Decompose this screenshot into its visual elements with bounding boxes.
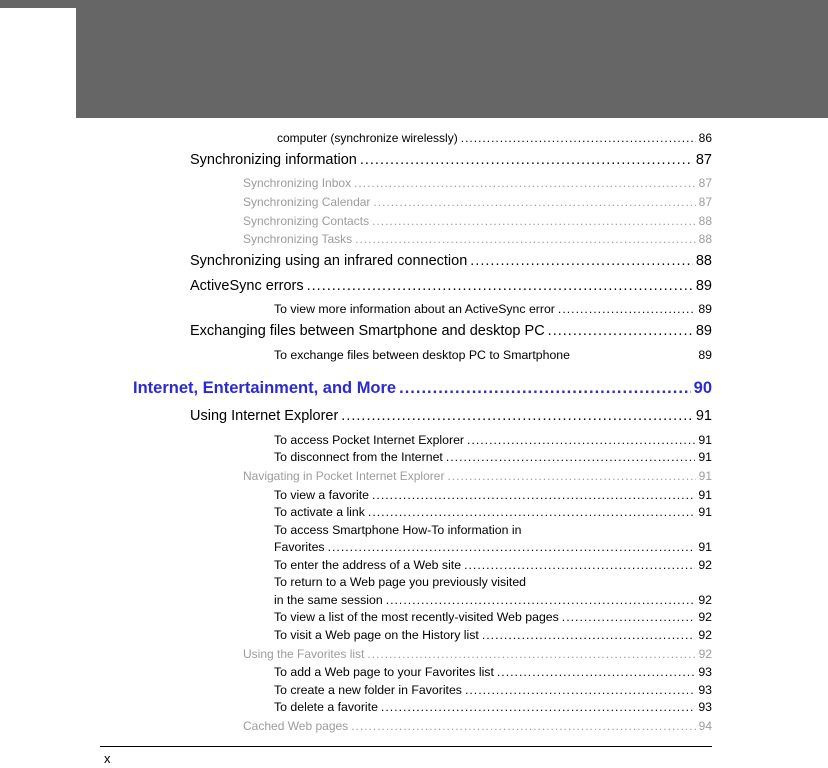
toc-entry-page: 94 bbox=[698, 719, 712, 734]
toc-entry-page: 92 bbox=[698, 592, 712, 607]
toc-entry-label: To add a Web page to your Favorites list bbox=[274, 665, 494, 680]
toc-entry bbox=[0, 323, 712, 341]
toc-entry bbox=[0, 719, 712, 734]
toc-entry-label: Navigating in Pocket Internet Explorer bbox=[243, 469, 445, 484]
toc-entry bbox=[0, 593, 712, 608]
toc-entry-label: Using the Favorites list bbox=[243, 646, 365, 661]
toc-entry bbox=[0, 232, 712, 247]
dot-leader bbox=[482, 628, 695, 643]
toc-list bbox=[0, 130, 712, 738]
toc-entry-label: To visit a Web page on the History list bbox=[274, 627, 479, 642]
toc-entry-label: To exchange files between desktop PC to Smartphone bbox=[274, 347, 570, 362]
dot-leader bbox=[548, 323, 693, 341]
dot-leader bbox=[372, 488, 695, 503]
toc-entry-label: Cached Web pages bbox=[243, 719, 349, 734]
toc-entry-label: To return to a Web page you previously visited bbox=[274, 575, 526, 590]
toc-entry bbox=[0, 700, 712, 715]
toc-entry bbox=[0, 469, 712, 484]
toc-entry-page: 92 bbox=[698, 646, 712, 661]
toc-entry bbox=[0, 683, 712, 698]
dot-leader bbox=[446, 450, 695, 465]
toc-entry-label: To activate a link bbox=[274, 505, 365, 520]
toc-entry bbox=[0, 348, 712, 363]
toc-entry-label: Favorites bbox=[274, 540, 325, 555]
toc-entry bbox=[0, 131, 712, 146]
dot-leader bbox=[372, 214, 696, 229]
toc-entry-page: 91 bbox=[698, 505, 712, 520]
toc-entry-page: 87 bbox=[698, 176, 712, 191]
toc-entry-label: Synchronizing Contacts bbox=[243, 213, 370, 228]
toc-entry-label: To access Pocket Internet Explorer bbox=[274, 432, 465, 447]
dot-leader bbox=[351, 719, 695, 734]
toc-entry bbox=[0, 433, 712, 448]
toc-entry-page: 91 bbox=[698, 487, 712, 502]
dot-leader bbox=[464, 558, 695, 573]
toc-entry-page: 91 bbox=[698, 540, 712, 555]
toc-entry-page: 91 bbox=[698, 469, 712, 484]
footer-page-number: x bbox=[104, 751, 111, 766]
dot-leader bbox=[368, 505, 695, 520]
toc-entry bbox=[0, 575, 712, 590]
toc-entry bbox=[0, 628, 712, 643]
toc-entry-label: Using Internet Explorer bbox=[190, 408, 339, 424]
toc-entry-label: Synchronizing Calendar bbox=[243, 194, 371, 209]
toc-entry-label: Internet, Entertainment, and More bbox=[133, 378, 397, 397]
dot-leader bbox=[307, 278, 693, 296]
toc-entry-label: Synchronizing Tasks bbox=[243, 232, 353, 247]
dot-leader bbox=[497, 665, 695, 680]
toc-entry-label: To view more information about an ActiveSync error bbox=[274, 302, 555, 317]
toc-entry bbox=[0, 302, 712, 317]
toc-entry-page: 86 bbox=[698, 131, 712, 145]
toc-entry-label: To view a list of the most recently-visited Web pages bbox=[274, 610, 559, 625]
dot-leader bbox=[367, 647, 695, 662]
toc-entry-page: 92 bbox=[698, 610, 712, 625]
dot-leader bbox=[354, 176, 696, 191]
dot-leader bbox=[470, 253, 693, 271]
dot-leader bbox=[355, 232, 695, 247]
dot-leader bbox=[373, 195, 695, 210]
dot-leader bbox=[399, 378, 691, 398]
toc-entry bbox=[0, 647, 712, 662]
toc-entry-page: 88 bbox=[695, 252, 712, 269]
toc-entry bbox=[0, 523, 712, 538]
dot-leader bbox=[360, 152, 693, 170]
dot-leader bbox=[562, 610, 696, 625]
toc-entry-page: 88 bbox=[698, 232, 712, 247]
toc-entry bbox=[0, 610, 712, 625]
toc-entry-page: 87 bbox=[695, 151, 712, 168]
toc-entry bbox=[0, 278, 712, 296]
toc-entry-page: 88 bbox=[698, 213, 712, 228]
toc-entry-label: To view a favorite bbox=[274, 487, 370, 502]
toc-entry-page: 90 bbox=[693, 378, 712, 397]
toc-entry-label: To disconnect from the Internet bbox=[274, 450, 443, 465]
toc-entry-page: 91 bbox=[695, 408, 712, 424]
dot-leader bbox=[467, 433, 695, 448]
toc-entry bbox=[0, 665, 712, 680]
toc-entry-label: To access Smartphone How-To information in bbox=[274, 522, 522, 537]
dot-leader bbox=[328, 540, 696, 555]
toc-entry-page: 89 bbox=[695, 323, 712, 340]
dot-leader bbox=[558, 302, 695, 317]
toc-entry-page: 92 bbox=[698, 627, 712, 642]
toc-entry-label: To delete a favorite bbox=[274, 700, 378, 715]
dot-leader bbox=[386, 593, 696, 608]
toc-entry bbox=[0, 408, 712, 426]
footer-rule bbox=[100, 746, 712, 747]
dot-leader bbox=[381, 700, 695, 715]
toc-entry-label: Synchronizing using an infrared connection bbox=[190, 252, 468, 269]
toc-entry-label: Synchronizing Inbox bbox=[243, 176, 352, 191]
toc-entry-page: 92 bbox=[698, 557, 712, 572]
toc-entry bbox=[0, 488, 712, 503]
toc-entry-page: 93 bbox=[698, 665, 712, 680]
toc-entry bbox=[0, 378, 712, 398]
toc-entry bbox=[0, 450, 712, 465]
toc-entry bbox=[0, 214, 712, 229]
header-band bbox=[0, 0, 828, 118]
toc-entry bbox=[0, 195, 712, 210]
toc-entry-page: 91 bbox=[698, 450, 712, 465]
header-notch bbox=[0, 8, 76, 118]
toc-entry-label: computer (synchronize wirelessly) bbox=[277, 131, 458, 145]
toc-entry bbox=[0, 253, 712, 271]
dot-leader bbox=[447, 469, 695, 484]
toc-entry bbox=[0, 540, 712, 555]
toc-entry-label: Synchronizing information bbox=[190, 151, 357, 168]
dot-leader bbox=[465, 683, 695, 698]
toc-entry-label: ActiveSync errors bbox=[190, 277, 304, 294]
toc-entry-page: 93 bbox=[698, 682, 712, 697]
toc-entry-page: 89 bbox=[695, 277, 712, 294]
toc-entry-page: 89 bbox=[698, 347, 712, 362]
dot-leader bbox=[461, 131, 696, 146]
toc-entry bbox=[0, 558, 712, 573]
toc-entry-page: 91 bbox=[698, 432, 712, 447]
toc-entry bbox=[0, 152, 712, 170]
toc-entry-page: 89 bbox=[698, 302, 712, 317]
toc-entry-label: To enter the address of a Web site bbox=[274, 557, 462, 572]
toc-entry-page: 87 bbox=[698, 194, 712, 209]
toc-entry-page: 93 bbox=[698, 700, 712, 715]
toc-entry bbox=[0, 505, 712, 520]
toc-entry-label: Exchanging files between Smartphone and desktop PC bbox=[190, 323, 545, 340]
toc-entry-label: in the same session bbox=[274, 592, 383, 607]
toc-entry-label: To create a new folder in Favorites bbox=[274, 682, 462, 697]
toc-entry bbox=[0, 176, 712, 191]
dot-leader bbox=[341, 408, 693, 426]
